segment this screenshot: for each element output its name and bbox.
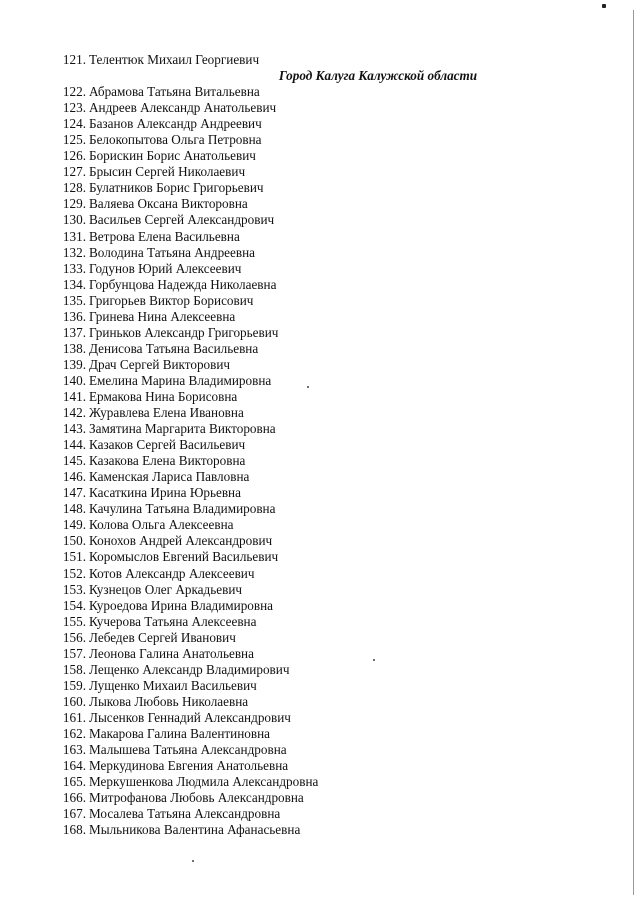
entry-number: 132. [62, 244, 86, 260]
entry-number: 152. [62, 565, 86, 581]
scan-mark-dot [602, 4, 606, 8]
list-item [58, 662, 578, 678]
list-item [58, 277, 578, 293]
entry-name: Валяева Оксана Викторовна [89, 196, 248, 212]
list-item [58, 148, 578, 164]
entry-name: Лебедев Сергей Иванович [89, 629, 236, 645]
list-item [58, 614, 578, 630]
entry-number: 168. [62, 822, 86, 838]
entry-number: 150. [62, 533, 86, 549]
entry-name: Володина Татьяна Андреевна [89, 244, 256, 260]
entry-number: 126. [62, 148, 86, 164]
list-item [58, 405, 578, 421]
list-item [58, 758, 578, 774]
entry-number: 143. [62, 421, 86, 437]
entry-number: 147. [62, 485, 86, 501]
entry-name: Годунов Юрий Алексеевич [89, 260, 242, 276]
entry-name: Казаков Сергей Васильевич [89, 437, 246, 453]
entry-name: Лещенко Александр Владимирович [89, 661, 290, 677]
list-item [58, 582, 578, 598]
entry-name: Брысин Сергей Николаевич [89, 164, 246, 180]
entry-number: 162. [62, 725, 86, 741]
entry-name: Базанов Александр Андреевич [89, 116, 262, 132]
entry-name: Конохов Андрей Александрович [89, 533, 273, 549]
entry-name: Журавлева Елена Ивановна [89, 405, 244, 421]
list-item [58, 52, 578, 68]
entry-name: Васильев Сергей Александрович [89, 212, 275, 228]
entry-number: 137. [62, 324, 86, 340]
entry-name: Меркудинова Евгения Анатольевна [89, 758, 289, 774]
entry-number: 121. [62, 52, 86, 67]
entry-number: 160. [62, 693, 86, 709]
list-item [58, 245, 578, 261]
entry-number: 165. [62, 774, 86, 790]
entry-number: 149. [62, 517, 86, 533]
entry-name: Ветрова Елена Васильевна [89, 228, 240, 244]
entry-number: 159. [62, 677, 86, 693]
entry-number: 155. [62, 613, 86, 629]
entry-name: Денисова Татьяна Васильевна [89, 340, 259, 356]
entry-number: 148. [62, 501, 86, 517]
list-item [58, 341, 578, 357]
entry-number: 151. [62, 549, 86, 565]
list-item [58, 598, 578, 614]
entry-number: 138. [62, 340, 86, 356]
entry-name: Лыкова Любовь Николаевна [89, 693, 249, 709]
entry-number: 128. [62, 180, 86, 196]
entry-name: Малышева Татьяна Александровна [89, 742, 287, 758]
list-item [58, 501, 578, 517]
list-item [58, 566, 578, 582]
entry-number: 164. [62, 758, 86, 774]
list-item [58, 389, 578, 405]
entry-name: Меркушенкова Людмила Александровна [89, 774, 319, 790]
list-item [58, 373, 578, 389]
list-item [58, 421, 578, 437]
entry-name: Каменская Лариса Павловна [89, 469, 250, 485]
list-item [58, 437, 578, 453]
list-item [58, 710, 578, 726]
list-item [58, 196, 578, 212]
list-item [58, 774, 578, 790]
entry-number: 156. [62, 629, 86, 645]
entry-number: 142. [62, 405, 86, 421]
entry-number: 125. [62, 132, 86, 148]
entry-number: 131. [62, 228, 86, 244]
entry-name: Гринева Нина Алексеевна [89, 308, 236, 324]
entry-number: 130. [62, 212, 86, 228]
entry-number: 157. [62, 645, 86, 661]
entry-name: Кучерова Татьяна Алексеевна [89, 613, 257, 629]
name-list [58, 52, 578, 838]
entry-name: Мыльникова Валентина Афанасьевна [89, 822, 301, 838]
list-item [58, 485, 578, 501]
entry-name: Казакова Елена Викторовна [89, 453, 246, 469]
list-item [58, 132, 578, 148]
entry-name: Григорьев Виктор Борисович [89, 292, 254, 308]
list-item [58, 293, 578, 309]
entry-name: Белокопытова Ольга Петровна [89, 132, 262, 148]
entry-number: 167. [62, 806, 86, 822]
entry-name: Митрофанова Любовь Александровна [89, 790, 304, 806]
list-item [58, 84, 578, 100]
list-item [58, 164, 578, 180]
entry-name: Мосалева Татьяна Александровна [89, 806, 281, 822]
list-item [58, 726, 578, 742]
entry-number: 166. [62, 790, 86, 806]
entry-number: 140. [62, 372, 86, 388]
list-item [58, 309, 578, 325]
entry-name: Котов Александр Алексеевич [89, 565, 255, 581]
entry-name: Куроедова Ирина Владимировна [89, 597, 274, 613]
entry-number: 136. [62, 308, 86, 324]
list-item [58, 822, 578, 838]
entry-name: Драч Сергей Викторович [89, 356, 231, 372]
list-item [58, 116, 578, 132]
list-item [58, 261, 578, 277]
entry-number: 134. [62, 276, 86, 292]
entry-name: Лущенко Михаил Васильевич [89, 677, 257, 693]
entry-number: 144. [62, 437, 86, 453]
entry-name: Коромыслов Евгений Васильевич [89, 549, 279, 565]
entry-number: 161. [62, 709, 86, 725]
list-item [58, 100, 578, 116]
entry-number: 139. [62, 356, 86, 372]
list-item [58, 325, 578, 341]
entry-number: 141. [62, 388, 86, 404]
entry-number: 145. [62, 453, 86, 469]
list-item [58, 678, 578, 694]
entry-name: Макарова Галина Валентиновна [89, 725, 271, 741]
list-item [58, 357, 578, 373]
entry-number: 158. [62, 661, 86, 677]
entry-number: 154. [62, 597, 86, 613]
entry-name: Лысенков Геннадий Александрович [89, 709, 291, 725]
entry-name: Булатников Борис Григорьевич [89, 180, 264, 196]
list-item [58, 517, 578, 533]
entry-name: Кузнецов Олег Аркадьевич [89, 581, 243, 597]
list-item [58, 180, 578, 196]
entry-name: Ермакова Нина Борисовна [89, 388, 238, 404]
entry-number: 133. [62, 260, 86, 276]
entry-number: 124. [62, 116, 86, 132]
list-item [58, 742, 578, 758]
list-item [58, 630, 578, 646]
entry-number: 129. [62, 196, 86, 212]
entry-number: 135. [62, 292, 86, 308]
scan-edge-line [633, 10, 634, 895]
entry-name: Леонова Галина Анатольевна [89, 645, 254, 661]
entry-name: Касаткина Ирина Юрьевна [89, 485, 241, 501]
list-item [58, 694, 578, 710]
entry-name: Андреев Александр Анатольевич [89, 100, 277, 116]
entry-name: Емелина Марина Владимировна [89, 372, 272, 388]
entry-number: 123. [62, 100, 86, 116]
list-item [58, 806, 578, 822]
entry-name: Гриньков Александр Григорьевич [89, 324, 279, 340]
entry-number: 153. [62, 581, 86, 597]
entry-name: Колова Ольга Алексеевна [89, 517, 234, 533]
entry-name: Борискин Борис Анатольевич [89, 148, 256, 164]
list-item [58, 533, 578, 549]
list-item [58, 790, 578, 806]
entry-name: Замятина Маргарита Викторовна [89, 421, 276, 437]
entry-number: 127. [62, 164, 86, 180]
entry-name: Телентюк Михаил Георгиевич [89, 52, 260, 67]
entry-name: Абрамова Татьяна Витальевна [89, 84, 260, 100]
list-item [58, 549, 578, 565]
entry-name: Горбунцова Надежда Николаевна [89, 276, 277, 292]
list-item [58, 453, 578, 469]
scan-speck [192, 860, 194, 862]
section-heading: Город Калуга Калужской области [278, 68, 478, 84]
scan-speck [307, 386, 309, 388]
entry-number: 163. [62, 742, 86, 758]
list-item [58, 469, 578, 485]
list-item [58, 212, 578, 228]
entry-name: Качулина Татьяна Владимировна [89, 501, 276, 517]
scan-speck [373, 659, 375, 661]
list-item [58, 229, 578, 245]
entry-number: 122. [62, 84, 86, 100]
list-item [58, 646, 578, 662]
entry-number: 146. [62, 469, 86, 485]
